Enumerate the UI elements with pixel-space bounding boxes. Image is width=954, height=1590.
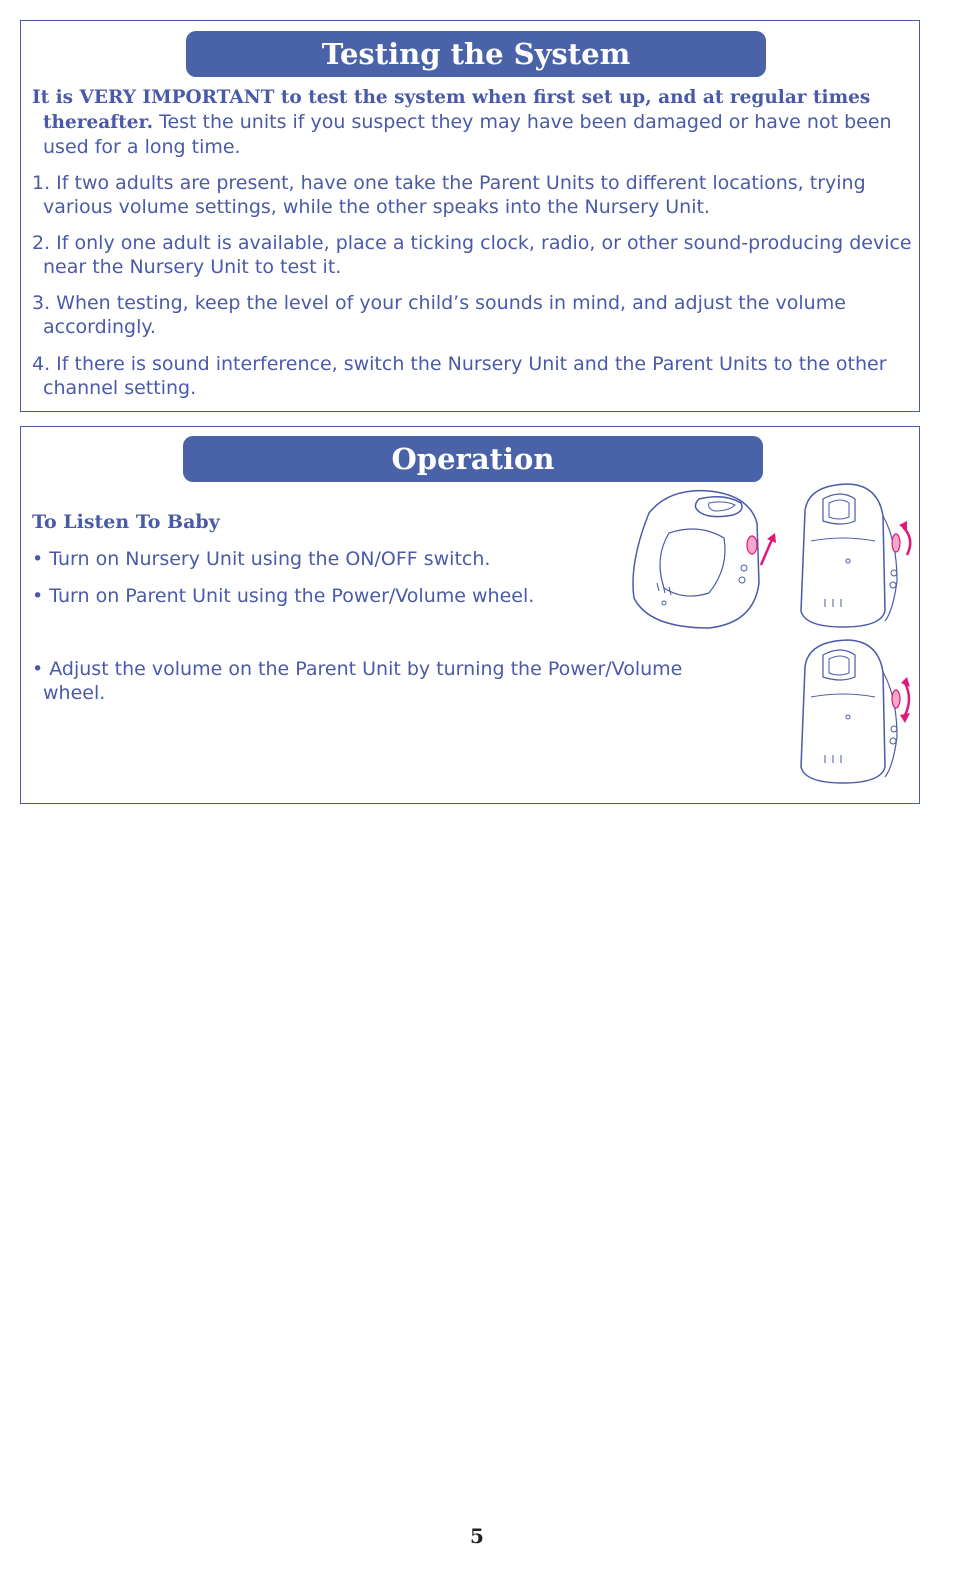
operation-title: Operation [183,436,763,482]
operation-bullet-2: • Turn on Parent Unit using the Power/Volume wheel. [32,585,535,607]
parent-unit-illustration-bottom [793,637,913,787]
operation-section [20,426,920,804]
testing-intro [32,85,912,159]
testing-intro-rest: Test the units if you suspect they may have been damaged or have not been used for a long time. [43,111,892,158]
testing-step-4: 4. If there is sound interference, switch the Nursery Unit and the Parent Units to the other channel setting. [32,353,887,399]
page-number: 5 [470,1524,484,1548]
operation-bullet-3: • Adjust the volume on the Parent Unit by turning the Power/Volume wheel. [32,658,683,704]
testing-step-2: 2. If only one adult is available, place a ticking clock, radio, or other sound-producing device near the Nursery Unit to test it. [32,232,912,278]
testing-intro-bold: It is VERY IMPORTANT to test the system when first set up, and at regular times thereafter. [32,87,871,133]
nursery-unit-illustration [629,483,789,631]
testing-title: Testing the System [186,31,766,77]
testing-section [20,20,920,412]
operation-subheading: To Listen To Baby [32,511,220,533]
testing-step-1: 1. If two adults are present, have one take the Parent Units to different locations, trying various volume settings, while the other speaks into the Nursery Unit. [32,172,866,218]
testing-step-3: 3. When testing, keep the level of your child’s sounds in mind, and adjust the volume accordingly. [32,292,846,338]
parent-unit-illustration-top [793,481,913,631]
operation-bullet-1: • Turn on Nursery Unit using the ON/OFF switch. [32,548,491,570]
